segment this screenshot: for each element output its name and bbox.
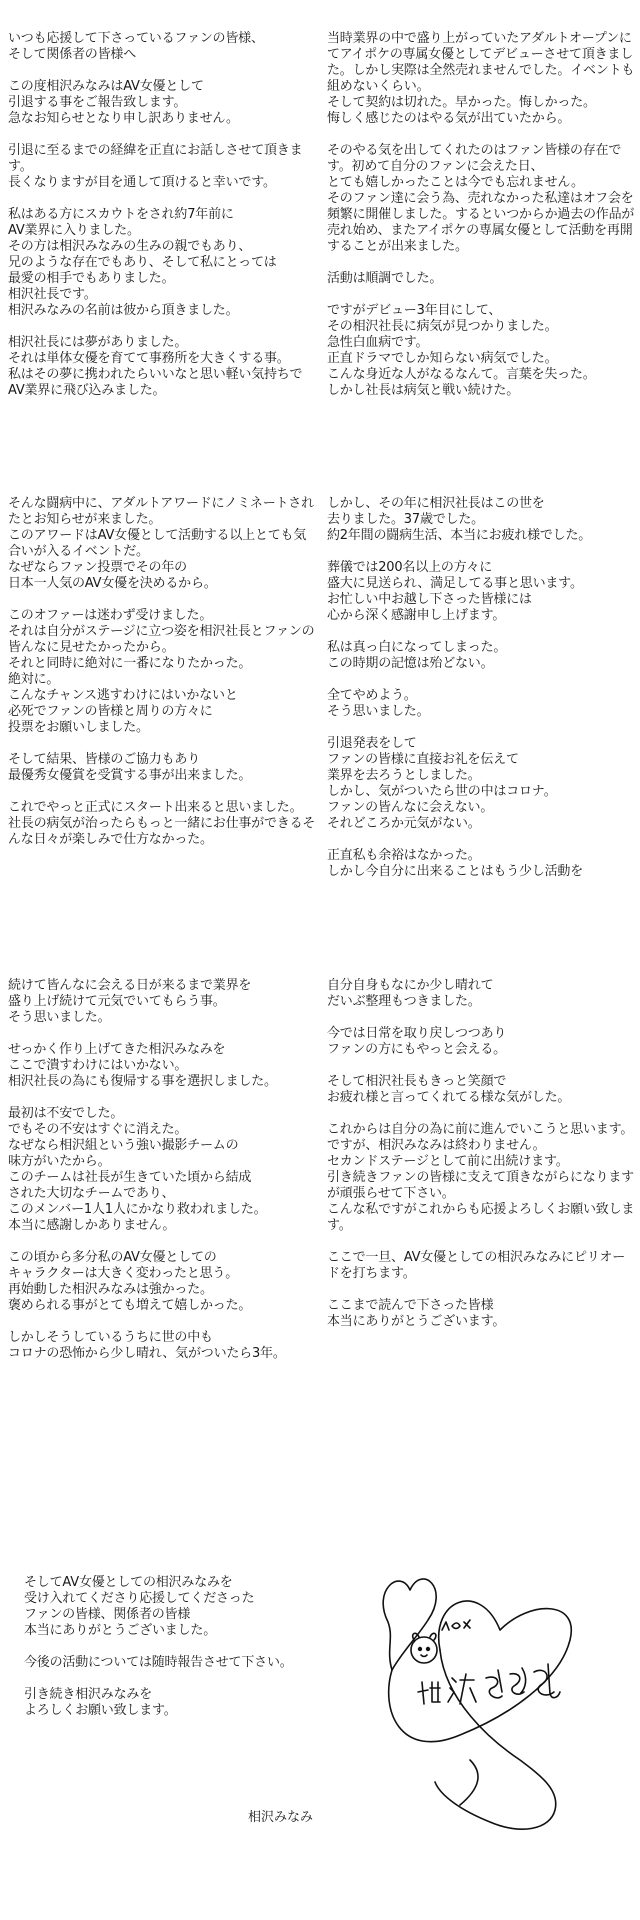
handwritten-signature-icon — [370, 1560, 600, 1850]
signature-name: 相沢みなみ — [248, 1810, 314, 1825]
closing-message — [24, 1575, 324, 1735]
paragraph: いつも応援して下さっているファンの皆様、 そして関係者の皆様へ — [8, 31, 264, 62]
letter-column-right-3 — [327, 978, 637, 1346]
paragraph: ここで一旦、AV女優としての相沢みなみにピリオードを打ちます。 — [327, 1250, 626, 1281]
paragraph: 私は真っ白になってしまった。 この時期の記憶は殆どない。 — [327, 640, 507, 671]
paragraph: 続けて皆んなに会える日が来るまで業界を 盛り上げ続けて元気でいてもらう事。 そう思いました。 — [8, 978, 252, 1025]
letter-column-left-2 — [8, 496, 318, 864]
paragraph: そして結果、皆様のご協力もあり 最優秀女優賞を受賞する事が出来ました。 — [8, 752, 252, 783]
paragraph: 葬儀では200名以上の方々に 盛大に見送られ、満足してる事と思います。 お忙しい中お越し下さった皆様には 心から深く感謝申し上げます。 — [327, 560, 583, 623]
paragraph: 相沢社長には夢がありました。 それは単体女優を育てて事務所を大きくする事。 私はその夢に携われたらいいなと思い軽い気持ちでAV業界に飛び込みました。 — [8, 335, 303, 398]
paragraph: この頃から多分私のAV女優としての キャラクターは大きく変わったと思う。 再始動した相沢みなみは強かった。 褒められる事がとても増えて嬉しかった。 — [8, 1250, 252, 1313]
paragraph: 全てやめよう。 そう思いました。 — [327, 688, 430, 719]
paragraph: このオファーは迷わず受けました。 それは自分がステージに立つ姿を相沢社長とファンの皆んなに見せたかったから。 それと同時に絶対に一番になりたかった。 絶対に。 こんなチャンス逃すわけにはいかないと 必死でファンの皆様と周りの方々に 投票をお願いしました。 — [8, 608, 315, 735]
paragraph: 正直私も余裕はなかった。 しかし今自分に出来ることはもう少し活動を — [327, 848, 584, 879]
letter-column-left-1 — [8, 31, 318, 415]
paragraph: そのやる気を出してくれたのはファン皆様の存在です。初めて自分のファンに会えた日、 とても嬉しかったことは今でも忘れません。 そのファン達に会う為、売れなかった私達はオフ会を頻繁に開催しました。するといつからか過去の作品が売れ始め、またアイポケの専属女優として活動を再開することが出来ました。 — [327, 143, 635, 254]
paragraph: 最初は不安でした。 でもその不安はすぐに消えた。 なぜなら相沢組という強い撮影チームの 味方がいたから。 このチームは社長が生きていた頃から結成 された大切なチームであり、 このメンバー1人1人にかなり救われました。 本当に感謝しかありません。 — [8, 1106, 267, 1233]
paragraph: 今では日常を取り戻しつつあり ファンの方にもやっと会える。 — [327, 1026, 507, 1057]
paragraph: これでやっと正式にスタート出来ると思いました。 社長の病気が治ったらもっと一緒にお仕事ができるそんな日々が楽しみで仕方なかった。 — [8, 800, 316, 847]
paragraph: 自分自身もなにか少し晴れて だいぶ整理もつきました。 — [327, 978, 494, 1009]
paragraph: そしてAV女優としての相沢みなみを 受け入れてくださり応援してくださった ファンの皆様、関係者の皆様 本当にありがとうございました。 — [24, 1575, 255, 1638]
paragraph: そんな闘病中に、アダルトアワードにノミネートされたとお知らせが来ました。 このアワードはAV女優として活動する以上とても気合いが入るイベントだ。 なぜならファン投票でその年の 日本一人気のAV女優を決めるから。 — [8, 496, 314, 591]
paragraph: せっかく作り上げてきた相沢みなみを ここで潰すわけにはいかない。 相沢社長の為にも復帰する事を選択しました。 — [8, 1042, 277, 1089]
paragraph: 引退に至るまでの経緯を正直にお話しさせて頂きます。 長くなりますが目を通して頂けると幸いです。 — [8, 143, 303, 190]
paragraph: 引き続き相沢みなみを よろしくお願い致します。 — [24, 1687, 177, 1718]
paragraph: この度相沢みなみはAV女優として 引退する事をご報告致します。 急なお知らせとなり申し訳ありません。 — [8, 79, 239, 126]
letter-column-right-1 — [327, 31, 637, 415]
paragraph: ですがデビュー3年目にして、 その相沢社長に病気が見つかりました。 急性白血病です。 正直ドラマでしか知らない病気でした。 こんな身近な人がなるなんて。言葉を失った。 しかし社長は病気と戦い続けた。 — [327, 303, 596, 398]
paragraph: 私はある方にスカウトをされ約7年前に AV業界に入りました。 その方は相沢みなみの生みの親でもあり、 兄のような存在でもあり、そして私にとっては 最愛の相手でもありました。 相沢社長です。 相沢みなみの名前は彼から頂きました。 — [8, 207, 277, 318]
letter-column-right-2 — [327, 496, 637, 896]
paragraph: しかし、その年に相沢社長はこの世を 去りました。37歳でした。 約2年間の闘病生活、本当にお疲れ様でした。 — [327, 496, 592, 543]
paragraph: これからは自分の為に前に進んでいこうと思います。 ですが、相沢みなみは終わりません。 セカンドステージとして前に出続けます。 引き続きファンの皆様に支えて頂きながらになりますが頑張らせて下さい。 こんな私ですがこれからも応援よろしくお願い致します。 — [327, 1122, 635, 1233]
paragraph: そして相沢社長もきっと笑顔で お疲れ様と言ってくれてる様な気がした。 — [327, 1074, 571, 1105]
paragraph: しかしそうしているうちに世の中も コロナの恐怖から少し晴れ、気がついたら3年。 — [8, 1330, 286, 1361]
paragraph: 活動は順調でした。 — [327, 271, 443, 286]
paragraph: 引退発表をして ファンの皆様に直接お礼を伝えて 業界を去ろうとしました。 しかし、気がついたら世の中はコロナ。 ファンの皆んなに会えない。 それどころか元気がない。 — [327, 736, 557, 831]
paragraph: 当時業界の中で盛り上がっていたアダルトオープンにてアイポケの専属女優としてデビューさせて頂きました。しかし実際は全然売れませんでした。イベントも組めないくらい。 そして契約は切れた。早かった。悔しかった。 悔しく感じたのはやる気が出ていたから。 — [327, 31, 635, 126]
letter-column-left-3 — [8, 978, 318, 1378]
paragraph: ここまで読んで下さった皆様 本当にありがとうございます。 — [327, 1298, 506, 1329]
paragraph: 今後の活動については随時報告させて下さい。 — [24, 1655, 293, 1670]
